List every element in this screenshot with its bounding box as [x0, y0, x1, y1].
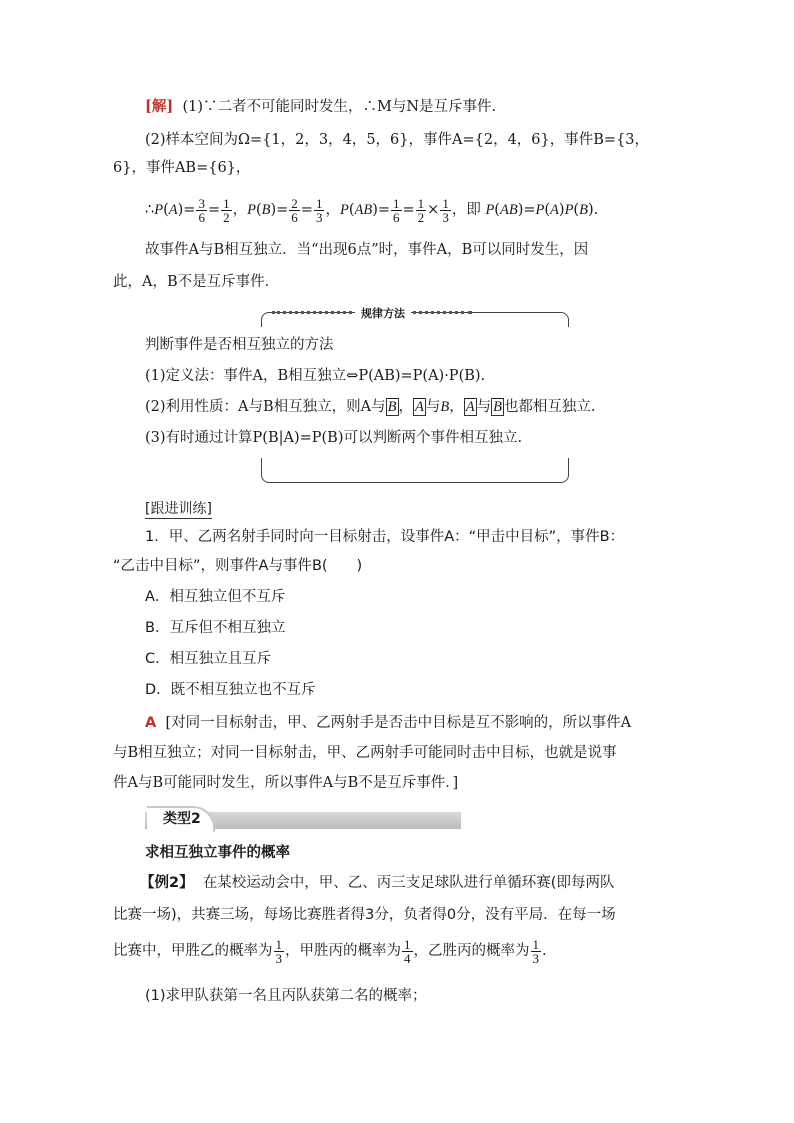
answer-line-1	[145, 713, 715, 733]
method-item-2-suffix: 也都相互独立.	[503, 399, 596, 415]
frac-1-6: $\frac{1}{6}$	[393, 195, 400, 225]
solution-line-5: 故事件A与B相互独立．当“出现6点”时，事件A，B可以同时发生，因	[145, 242, 589, 258]
method-item-2: (2)利用性质：A与B相互独立，则A与 $\overline{B}$ ， $\overline{A}$ 与B， $\overline{A}$ 与 $\overline{B}$ 也都相互独立.	[145, 399, 596, 415]
b-complement: $\overline{B}$	[387, 399, 397, 415]
method-item-2-prefix: (2)利用性质：A与B相互独立，则A与	[145, 399, 386, 415]
frac-1-2: $\frac{1}{2}$	[223, 195, 230, 225]
example-text-3c: ，乙胜丙的概率为	[413, 943, 530, 959]
solution-line-2: (2)样本空间为Ω={1，2，3，4，5，6}，事件A={2，4，6}，事件B={3，	[145, 132, 650, 148]
answer-line-2: 与B相互独立；对同一目标射击，甲、乙两射手可能同时击中目标，也就是说事	[113, 745, 617, 761]
answer-letter: A	[145, 715, 157, 731]
example-text-1: 在某校运动会中，甲、乙、丙三支足球队进行单循环赛(即每两队	[202, 875, 615, 891]
method-heading: 判断事件是否相互独立的方法	[145, 337, 334, 353]
example-line-2: 比赛一场)，共赛三场，每场比赛胜者得3分，负者得0分，没有平局．在每一场	[113, 907, 616, 923]
example-tag: 【例2】	[140, 875, 194, 891]
solution-tag: [解]	[145, 98, 174, 115]
frac-1-4: $\frac{1}{4}$	[404, 936, 411, 966]
example-line-1	[140, 873, 710, 893]
solution-line-6: 此，A，B不是互斥事件．	[113, 274, 280, 290]
option-a: A．相互独立但不互斥	[145, 589, 286, 605]
frac-1-3: $\frac{1}{3}$	[315, 195, 323, 225]
question-1-line-2: “乙击中目标”，则事件A与事件B( )	[113, 558, 363, 574]
solution-line-3: 6}，事件AB={6}，	[113, 160, 251, 176]
example-text-3b: ，甲胜丙的概率为	[285, 943, 401, 959]
sub-question-1: (1)求甲队获第一名且丙队获第二名的概率；	[145, 988, 427, 1004]
option-d: D．既不相互独立也不互斥	[145, 682, 316, 698]
option-c: C．相互独立且互斥	[145, 651, 272, 667]
method-title: 规律方法	[355, 305, 411, 321]
practice-tag: [跟进训练]	[145, 498, 212, 519]
question-1-line-1: 1．甲、乙两名射手同时向一目标射击，设事件A：“甲击中目标”，事件B：	[145, 529, 625, 545]
type-label: 类型2	[163, 811, 201, 827]
frac-1-3-b: $\frac{1}{3}$	[532, 936, 539, 966]
example-text-3a: 比赛中，甲胜乙的概率为	[113, 943, 273, 959]
solution-line-1	[145, 97, 715, 117]
a-complement: $\overline{A}$	[415, 399, 424, 415]
frac-3-6: $\frac{3}{6}$	[198, 195, 205, 225]
method-box-bottom	[261, 458, 569, 483]
method-item-1: (1)定义法：事件A，B相互独立⇔P(AB)=P(A)·P(B).	[145, 368, 486, 384]
frac-1-3-a: $\frac{1}{3}$	[275, 936, 282, 966]
method-item-3: (3)有时通过计算P(B|A)=P(B)可以判断两个事件相互独立.	[145, 430, 523, 446]
solution-part-1: (1)∵二者不可能同时发生，∴M与N是互斥事件.	[182, 99, 497, 115]
method-dots-left	[272, 311, 352, 316]
answer-line-3: 件A与B可能同时发生，所以事件A与B不是互斥事件．]	[113, 775, 459, 791]
probability-equation: ∴P(A)= $\frac{3}{6}$ = $\frac{1}{2}$ ，P(B)= $\frac{2}{6}$ = $\frac{1}{3}$ ，P(AB)= $\frac{1}{6}$ = $\frac{1}{2}$ × $\frac{1}{3}$ ，即 P(AB)=P(A)P(B).	[145, 195, 599, 225]
frac-2-6: $\frac{2}{6}$	[291, 195, 298, 225]
example-line-3: 比赛中，甲胜乙的概率为 $\frac{1}{3}$ ，甲胜丙的概率为 $\frac{1}{4}$ ，乙胜丙的概率为 $\frac{1}{3}$ .	[113, 936, 547, 966]
type-heading: 求相互独立事件的概率	[145, 845, 290, 861]
option-b: B．互斥但不相互独立	[145, 620, 286, 636]
answer-text-1: [对同一目标射击，甲、乙两射手是否击中目标是互不影响的，所以事件A	[165, 715, 632, 731]
